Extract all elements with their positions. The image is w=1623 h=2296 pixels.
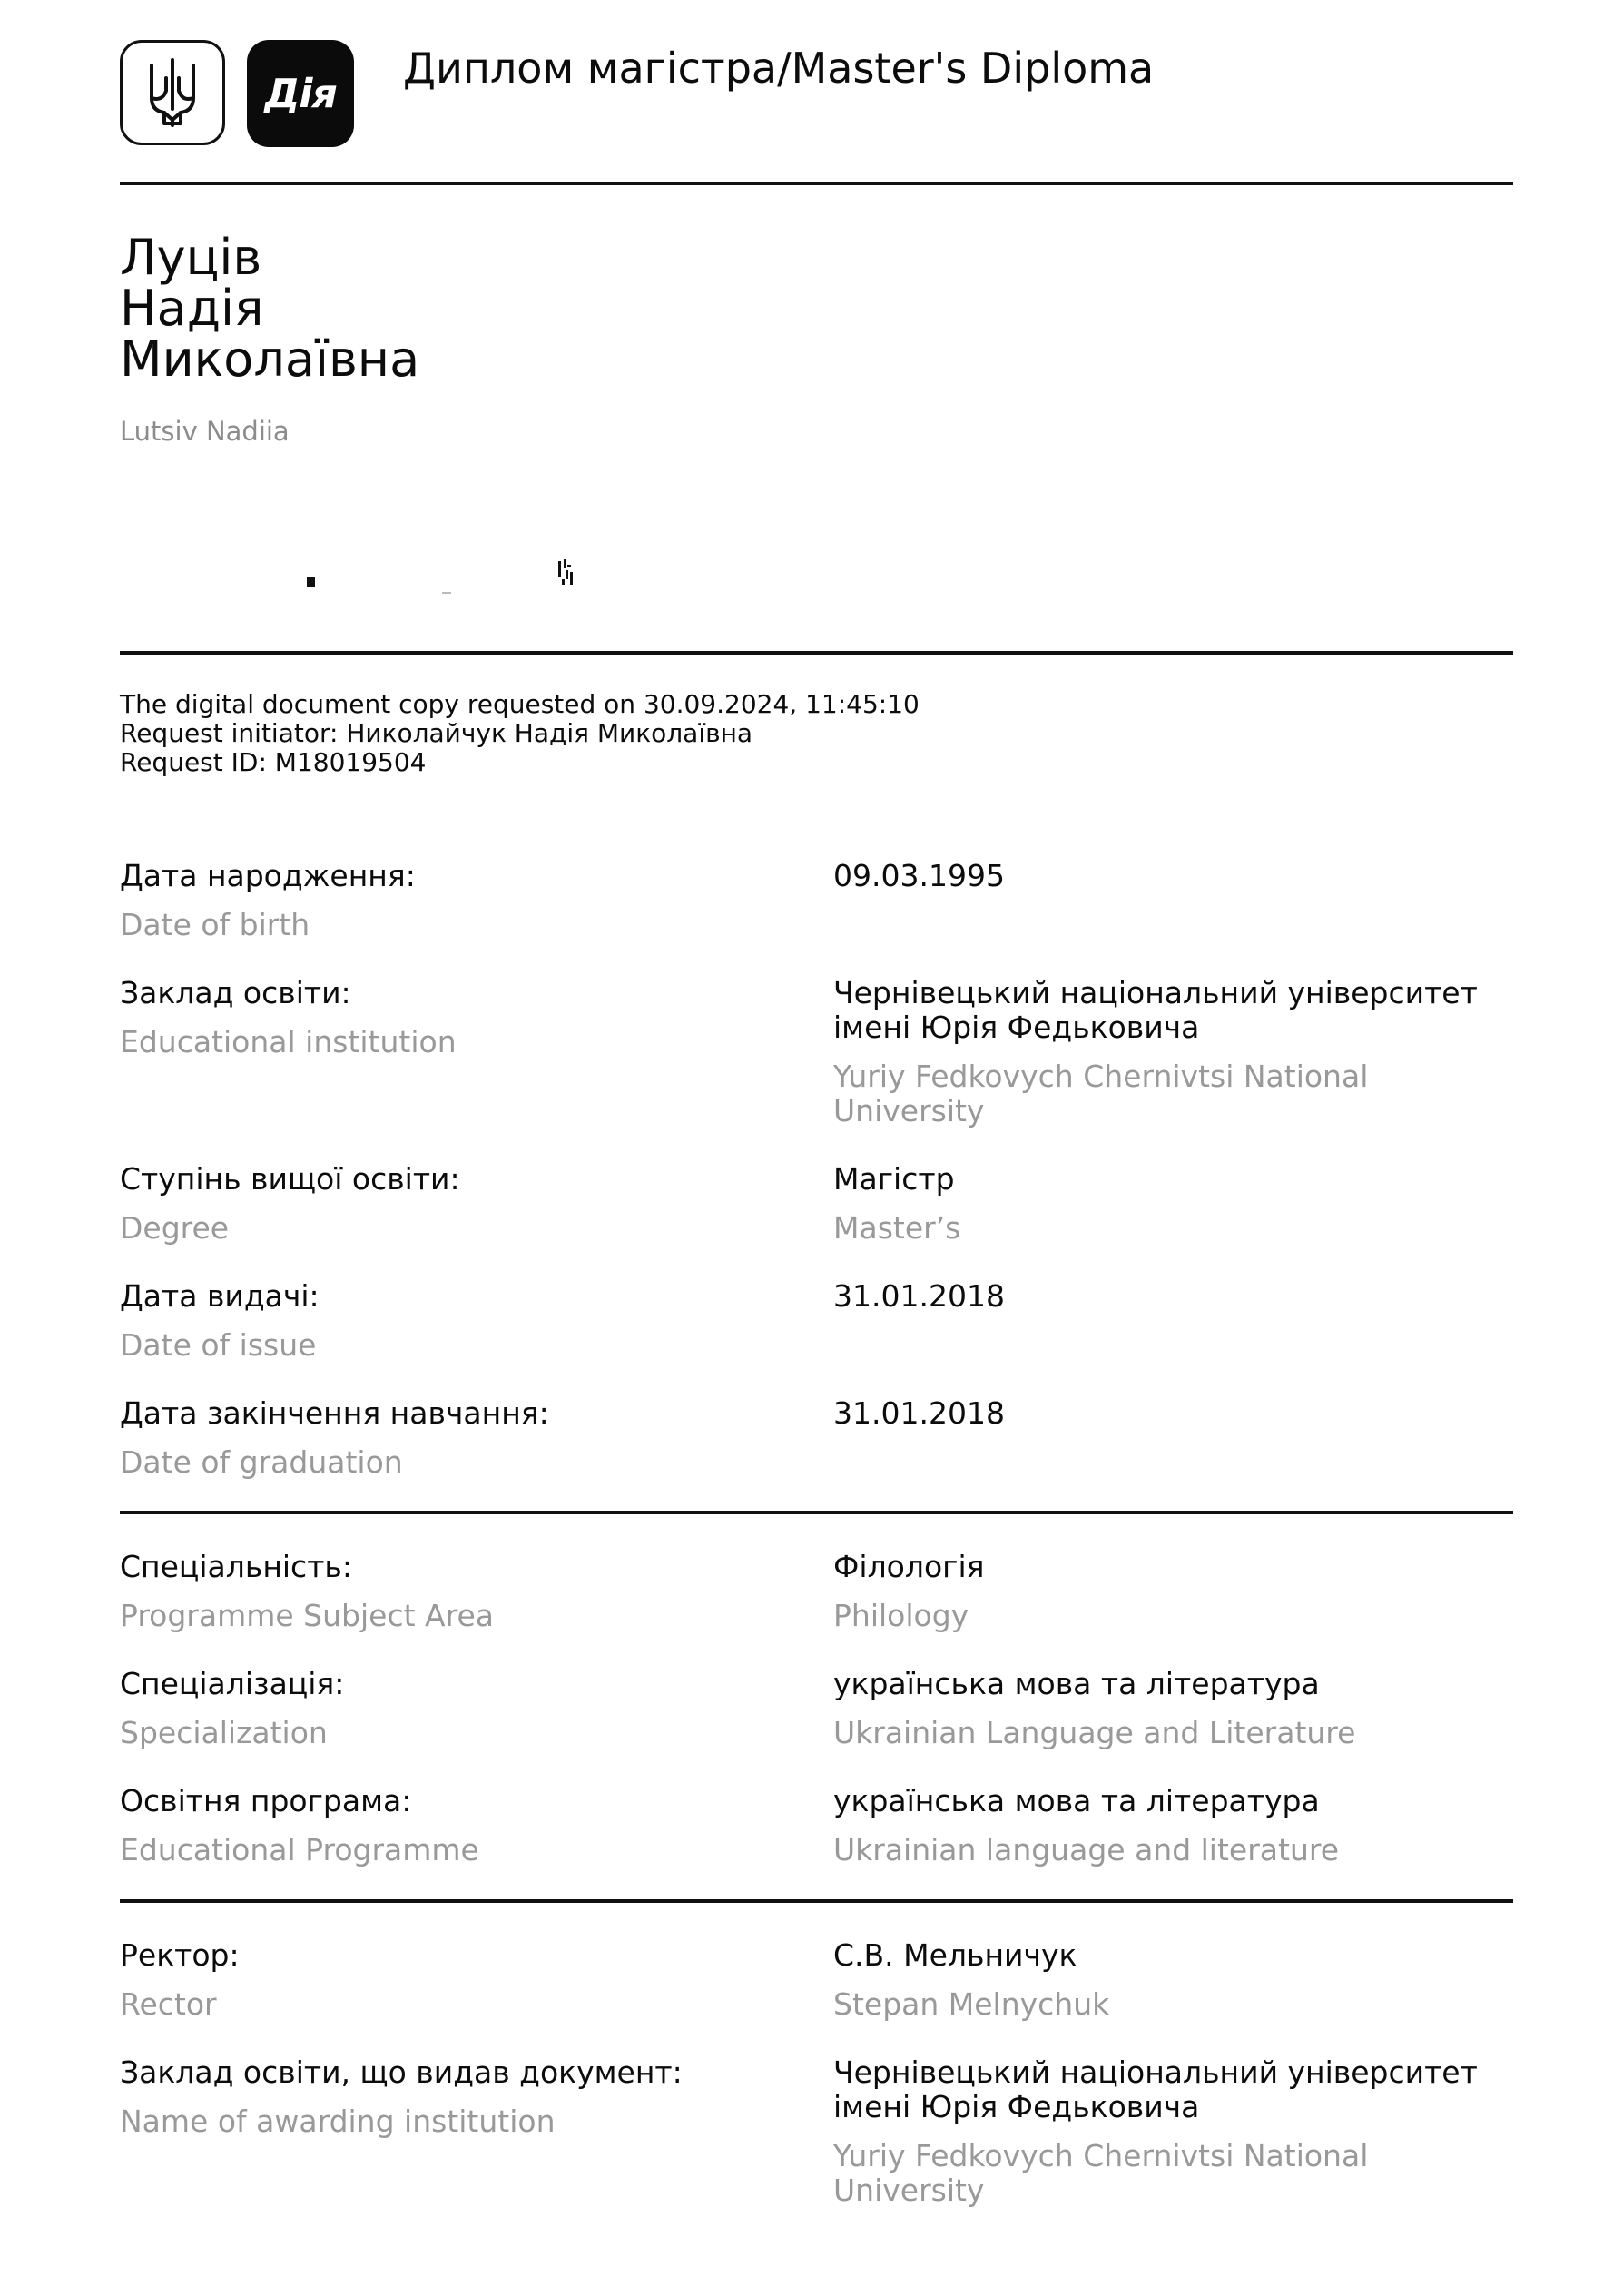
field-label: Ректор: (120, 1937, 240, 1973)
trident-icon (144, 56, 201, 129)
field-label-en: Date of issue (120, 1327, 317, 1363)
field-value: Філологія (833, 1549, 985, 1584)
field-label-en: Date of graduation (120, 1444, 403, 1480)
divider (120, 1899, 1513, 1903)
field-label-en: Rector (120, 1986, 217, 2022)
document-title: Диплом магістра/Master's Diploma (403, 44, 1155, 93)
holder-name (120, 229, 420, 388)
diia-logo: Дія (247, 40, 354, 147)
field-label: Спеціалізація: (120, 1666, 345, 1701)
field-value: Чернівецький національний університет імені Юрія Федьковича (833, 2055, 1478, 2124)
field-value: Чернівецький національний університет імені Юрія Федьковича (833, 975, 1478, 1045)
field-value: С.В. Мельничук (833, 1937, 1077, 1973)
field-value: 31.01.2018 (833, 1395, 1005, 1431)
redaction-mark (307, 577, 315, 587)
request-initiator: Request initiator: Николайчук Надія Миколаївна (120, 718, 753, 748)
divider (120, 182, 1513, 185)
field-value-en: Philology (833, 1598, 969, 1633)
field-label-en: Date of birth (120, 907, 310, 942)
field-value: українська мова та література (833, 1783, 1320, 1818)
holder-patronymic: Миколаївна (120, 330, 420, 388)
field-label-en: Name of awarding institution (120, 2104, 556, 2139)
field-value-en: Stepan Melnychuk (833, 1986, 1110, 2022)
field-value: українська мова та література (833, 1666, 1320, 1701)
divider (120, 651, 1513, 655)
document-header (120, 40, 1513, 151)
holder-given-name: Надія (120, 280, 264, 337)
field-label-en: Educational institution (120, 1024, 457, 1059)
field-value-en: Ukrainian Language and Literature (833, 1715, 1356, 1750)
field-label: Спеціальність: (120, 1549, 352, 1584)
request-date: The digital document copy requested on 30.09.2024, 11:45:10 (120, 689, 920, 719)
holder-latin-name: Lutsiv Nadiia (120, 416, 290, 447)
field-value-en: Ukrainian language and literature (833, 1832, 1340, 1867)
field-label: Освітня програма: (120, 1783, 412, 1818)
request-id: Request ID: M18019504 (120, 747, 427, 777)
field-value-en: Yuriy Fedkovych Chernivtsi National University (833, 1059, 1369, 1128)
diploma-page (120, 0, 1513, 2296)
divider (120, 1511, 1513, 1514)
field-label: Заклад освіти, що видав документ: (120, 2055, 683, 2090)
request-info (120, 690, 920, 777)
field-label: Дата народження: (120, 858, 416, 893)
field-value-en: Master’s (833, 1210, 961, 1246)
field-label-en: Programme Subject Area (120, 1598, 494, 1633)
redaction-marks (183, 556, 637, 597)
field-label: Ступінь вищої освіти: (120, 1161, 460, 1197)
field-value: Магістр (833, 1161, 955, 1197)
field-label-en: Educational Programme (120, 1832, 479, 1867)
field-value-en: Yuriy Fedkovych Chernivtsi National University (833, 2138, 1369, 2208)
holder-surname: Луців (120, 229, 262, 286)
field-value: 31.01.2018 (833, 1278, 1005, 1314)
redaction-mark (442, 592, 451, 594)
field-label: Заклад освіти: (120, 975, 351, 1010)
redaction-mark (557, 559, 575, 586)
field-value: 09.03.1995 (833, 858, 1005, 893)
field-label-en: Degree (120, 1210, 230, 1246)
field-label: Дата закінчення навчання: (120, 1395, 549, 1431)
field-label-en: Specialization (120, 1715, 328, 1750)
field-label: Дата видачі: (120, 1278, 320, 1314)
trident-logo (120, 40, 225, 145)
